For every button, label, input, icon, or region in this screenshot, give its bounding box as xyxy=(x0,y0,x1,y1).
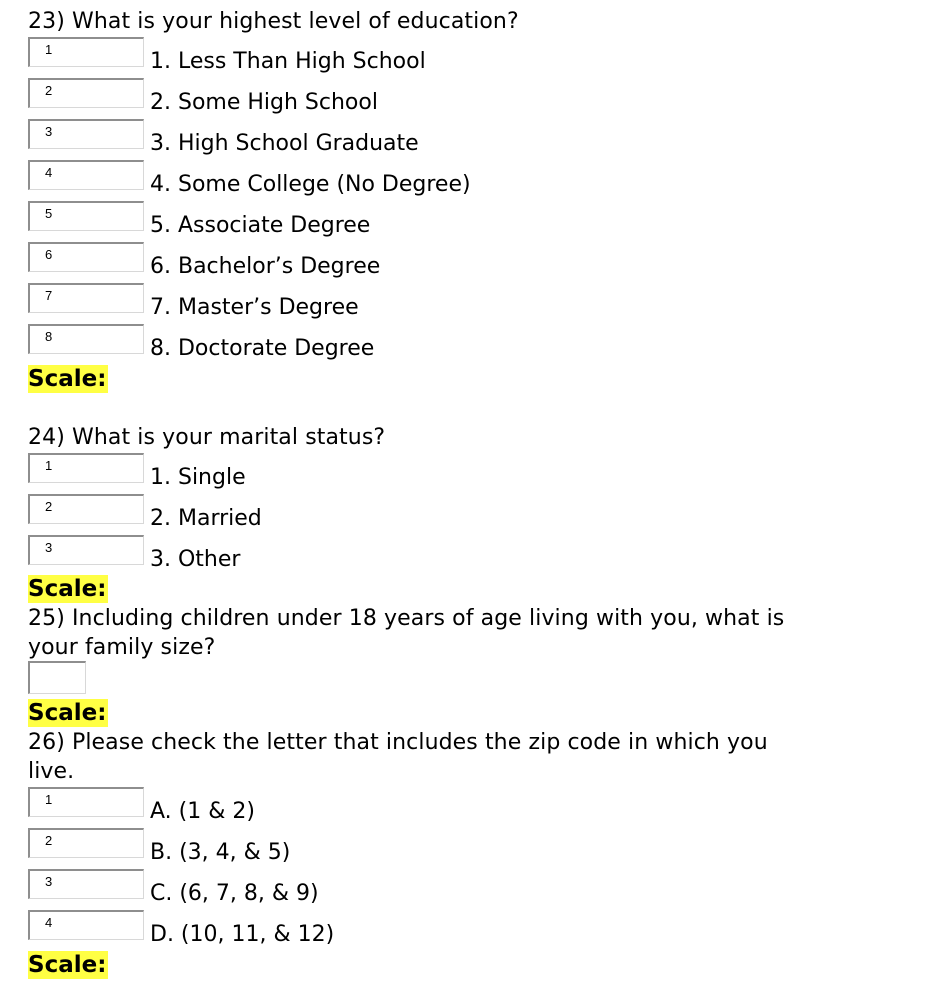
option-23-1: 1. Less Than High School xyxy=(150,49,426,74)
option-26-c: C. (6, 7, 8, & 9) xyxy=(150,881,319,906)
option-23-4: 4. Some College (No Degree) xyxy=(150,172,471,197)
option-23-7: 7. Master’s Degree xyxy=(150,295,359,320)
answer-box-23-7[interactable]: 7 xyxy=(28,283,144,313)
question-24-number: 24) xyxy=(28,425,65,450)
option-26-a: A. (1 & 2) xyxy=(150,799,255,824)
option-23-2: 2. Some High School xyxy=(150,90,378,115)
option-23-8: 8. Doctorate Degree xyxy=(150,336,375,361)
option-24-2: 2. Married xyxy=(150,506,262,531)
family-size-input[interactable] xyxy=(28,661,86,694)
answer-box-23-6[interactable]: 6 xyxy=(28,242,144,272)
scale-label-26: Scale: xyxy=(28,952,107,978)
question-23-text: What is your highest level of education? xyxy=(64,9,519,34)
answer-box-26-1[interactable]: 1 xyxy=(28,787,144,817)
question-26-line-2: live. xyxy=(28,759,75,784)
question-24-text: What is your marital status? xyxy=(64,425,386,450)
answer-box-26-4[interactable]: 4 xyxy=(28,910,144,940)
option-24-3: 3. Other xyxy=(150,547,241,572)
option-23-5: 5. Associate Degree xyxy=(150,213,371,238)
answer-box-24-2[interactable]: 2 xyxy=(28,494,144,524)
answer-box-23-1[interactable]: 1 xyxy=(28,37,144,67)
option-26-d: D. (10, 11, & 12) xyxy=(150,922,335,947)
scale-label-23: Scale: xyxy=(28,366,107,392)
answer-box-26-3[interactable]: 3 xyxy=(28,869,144,899)
option-24-1: 1. Single xyxy=(150,465,246,490)
question-25-line-1: 25) Including children under 18 years of age living with you, what is xyxy=(28,606,785,631)
answer-box-23-5[interactable]: 5 xyxy=(28,201,144,231)
answer-box-23-8[interactable]: 8 xyxy=(28,324,144,354)
question-26-line-1: 26) Please check the letter that includes the zip code in which you xyxy=(28,730,768,755)
answer-box-24-1[interactable]: 1 xyxy=(28,453,144,483)
answer-box-26-2[interactable]: 2 xyxy=(28,828,144,858)
option-26-b: B. (3, 4, & 5) xyxy=(150,840,291,865)
option-23-6: 6. Bachelor’s Degree xyxy=(150,254,381,279)
question-23-number: 23) xyxy=(28,9,65,34)
answer-box-23-4[interactable]: 4 xyxy=(28,160,144,190)
answer-box-24-3[interactable]: 3 xyxy=(28,535,144,565)
answer-box-23-3[interactable]: 3 xyxy=(28,119,144,149)
answer-box-23-2[interactable]: 2 xyxy=(28,78,144,108)
scale-label-25: Scale: xyxy=(28,700,107,726)
scale-label-24: Scale: xyxy=(28,576,107,602)
question-24 xyxy=(28,423,385,452)
question-25-line-2: your family size? xyxy=(28,635,216,660)
question-23 xyxy=(28,7,519,36)
option-23-3: 3. High School Graduate xyxy=(150,131,419,156)
